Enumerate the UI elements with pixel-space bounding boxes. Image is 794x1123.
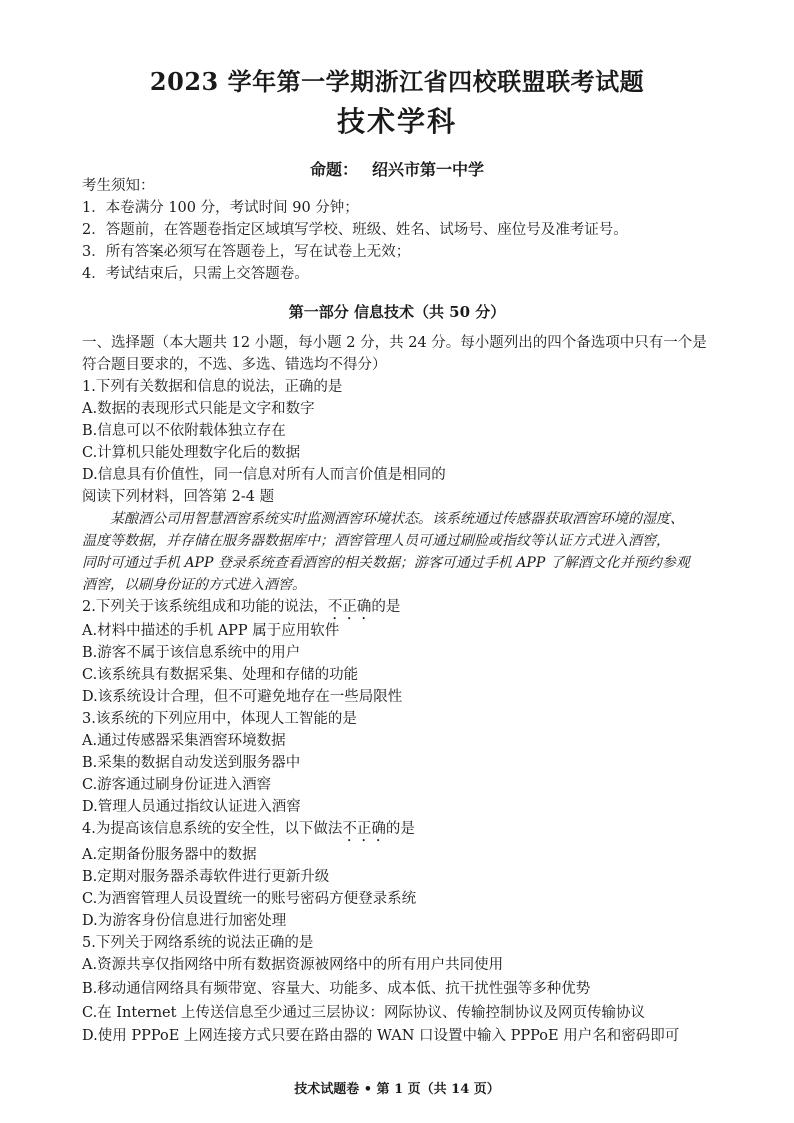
passage-line: 温度等数据，并存储在服务器数据库中；酒窖管理人员可通过刷脸或指纹等认证方式进入酒窖， (82, 533, 670, 549)
q3-stem: 3.该系统的下列应用中，体现人工智能的是 (82, 711, 357, 727)
q4-option: A.定期备份服务器中的数据 (82, 847, 257, 863)
q5-option: D.使用 PPPoE 上网连接方式只要在路由器的 WAN 口设置中输入 PPPoE 用户名和密码即可 (82, 1028, 680, 1044)
notice-item: 2．答题前，在答题卷指定区域填写学校、班级、姓名、试场号、座位号及准考证号。 (82, 222, 628, 238)
page-footer: 技术试题卷 • 第 1 页（共 14 页） (294, 1082, 500, 1097)
q4-option: D.为游客身份信息进行加密处理 (82, 913, 287, 929)
exam-title: 2023 学年第一学期浙江省四校联盟联考试题 (149, 67, 645, 96)
section-title: 第一部分 信息技术（共 50 分） (288, 303, 506, 321)
author-name: 绍兴市第一中学 (372, 160, 485, 179)
q5-option: B.移动通信网络具有频带宽、容量大、功能多、成本低、抗干扰性强等多种优势 (82, 981, 591, 997)
q1-option: B.信息可以不依附载体独立存在 (82, 423, 286, 439)
q1-option: D.信息具有价值性，同一信息对所有人而言价值是相同的 (82, 467, 446, 483)
q2-option: C.该系统具有数据采集、处理和存储的功能 (82, 667, 359, 683)
emphasis-text: 不正确 (327, 599, 372, 615)
reading-intro: 阅读下列材料，回答第 2-4 题 (82, 489, 275, 505)
q2-stem: 2.下列关于该系统组成和功能的说法，不正确的是 (82, 599, 401, 615)
q2-option: A.材料中描述的手机 APP 属于应用软件 (82, 623, 340, 639)
q3-option: B.采集的数据自动发送到服务器中 (82, 755, 301, 771)
instructions-line: 符合题目要求的，不选、多选、错选均不得分） (82, 357, 387, 373)
q2-option: B.游客不属于该信息系统中的用户 (82, 645, 301, 661)
passage-line: 酒窖，以刷身份证的方式进入酒窖。 (82, 577, 306, 593)
q1-option: C.计算机只能处理数字化后的数据 (82, 445, 301, 461)
passage-line: 同时可通过手机 APP 登录系统查看酒窖的相关数据；游客可通过手机 APP 了解酒文化并预约参观 (82, 555, 690, 571)
notice-heading: 考生须知： (82, 178, 155, 194)
q2-option: D.该系统设计合理，但不可避免地存在一些局限性 (82, 689, 403, 705)
notice-item: 3．所有答案必须写在答题卷上，写在试卷上无效； (82, 244, 411, 260)
q4-stem: 4.为提高该信息系统的安全性，以下做法不正确的是 (82, 821, 415, 837)
subject-title: 技术学科 (336, 105, 457, 138)
notice-item: 4．考试结束后，只需上交答题卷。 (82, 266, 309, 282)
q3-option: A.通过传感器采集酒窖环境数据 (82, 733, 286, 749)
author-label: 命题： (309, 160, 358, 179)
q4-option: B.定期对服务器杀毒软件进行更新升级 (82, 869, 330, 885)
q1-option: A.数据的表现形式只能是文字和数字 (82, 401, 315, 417)
q5-stem: 5.下列关于网络系统的说法正确的是 (82, 935, 314, 951)
q4-option: C.为酒窖管理人员设置统一的账号密码方便登录系统 (82, 891, 417, 907)
instructions-line: 一、选择题（本大题共 12 小题，每小题 2 分，共 24 分。每小题列出的四个备选项中只有一个是 (82, 335, 707, 351)
passage-line: 某酿酒公司用智慧酒窖系统实时监测酒窖环境状态。该系统通过传感器获取酒窖环境的湿度、 (110, 511, 684, 527)
q3-option: C.游客通过刷身份证进入酒窖 (82, 777, 272, 793)
q5-option: C.在 Internet 上传送信息至少通过三层协议：网际协议、传输控制协议及网页传输协议 (82, 1005, 646, 1021)
notice-item: 1．本卷满分 100 分，考试时间 90 分钟； (82, 200, 359, 216)
q3-option: D.管理人员通过指纹认证进入酒窖 (82, 799, 301, 815)
q5-option: A.资源共享仅指网络中所有数据资源被网络中的所有用户共同使用 (82, 957, 504, 973)
emphasis-text: 不正确 (342, 821, 386, 837)
q1-stem: 1.下列有关数据和信息的说法，正确的是 (82, 379, 343, 395)
